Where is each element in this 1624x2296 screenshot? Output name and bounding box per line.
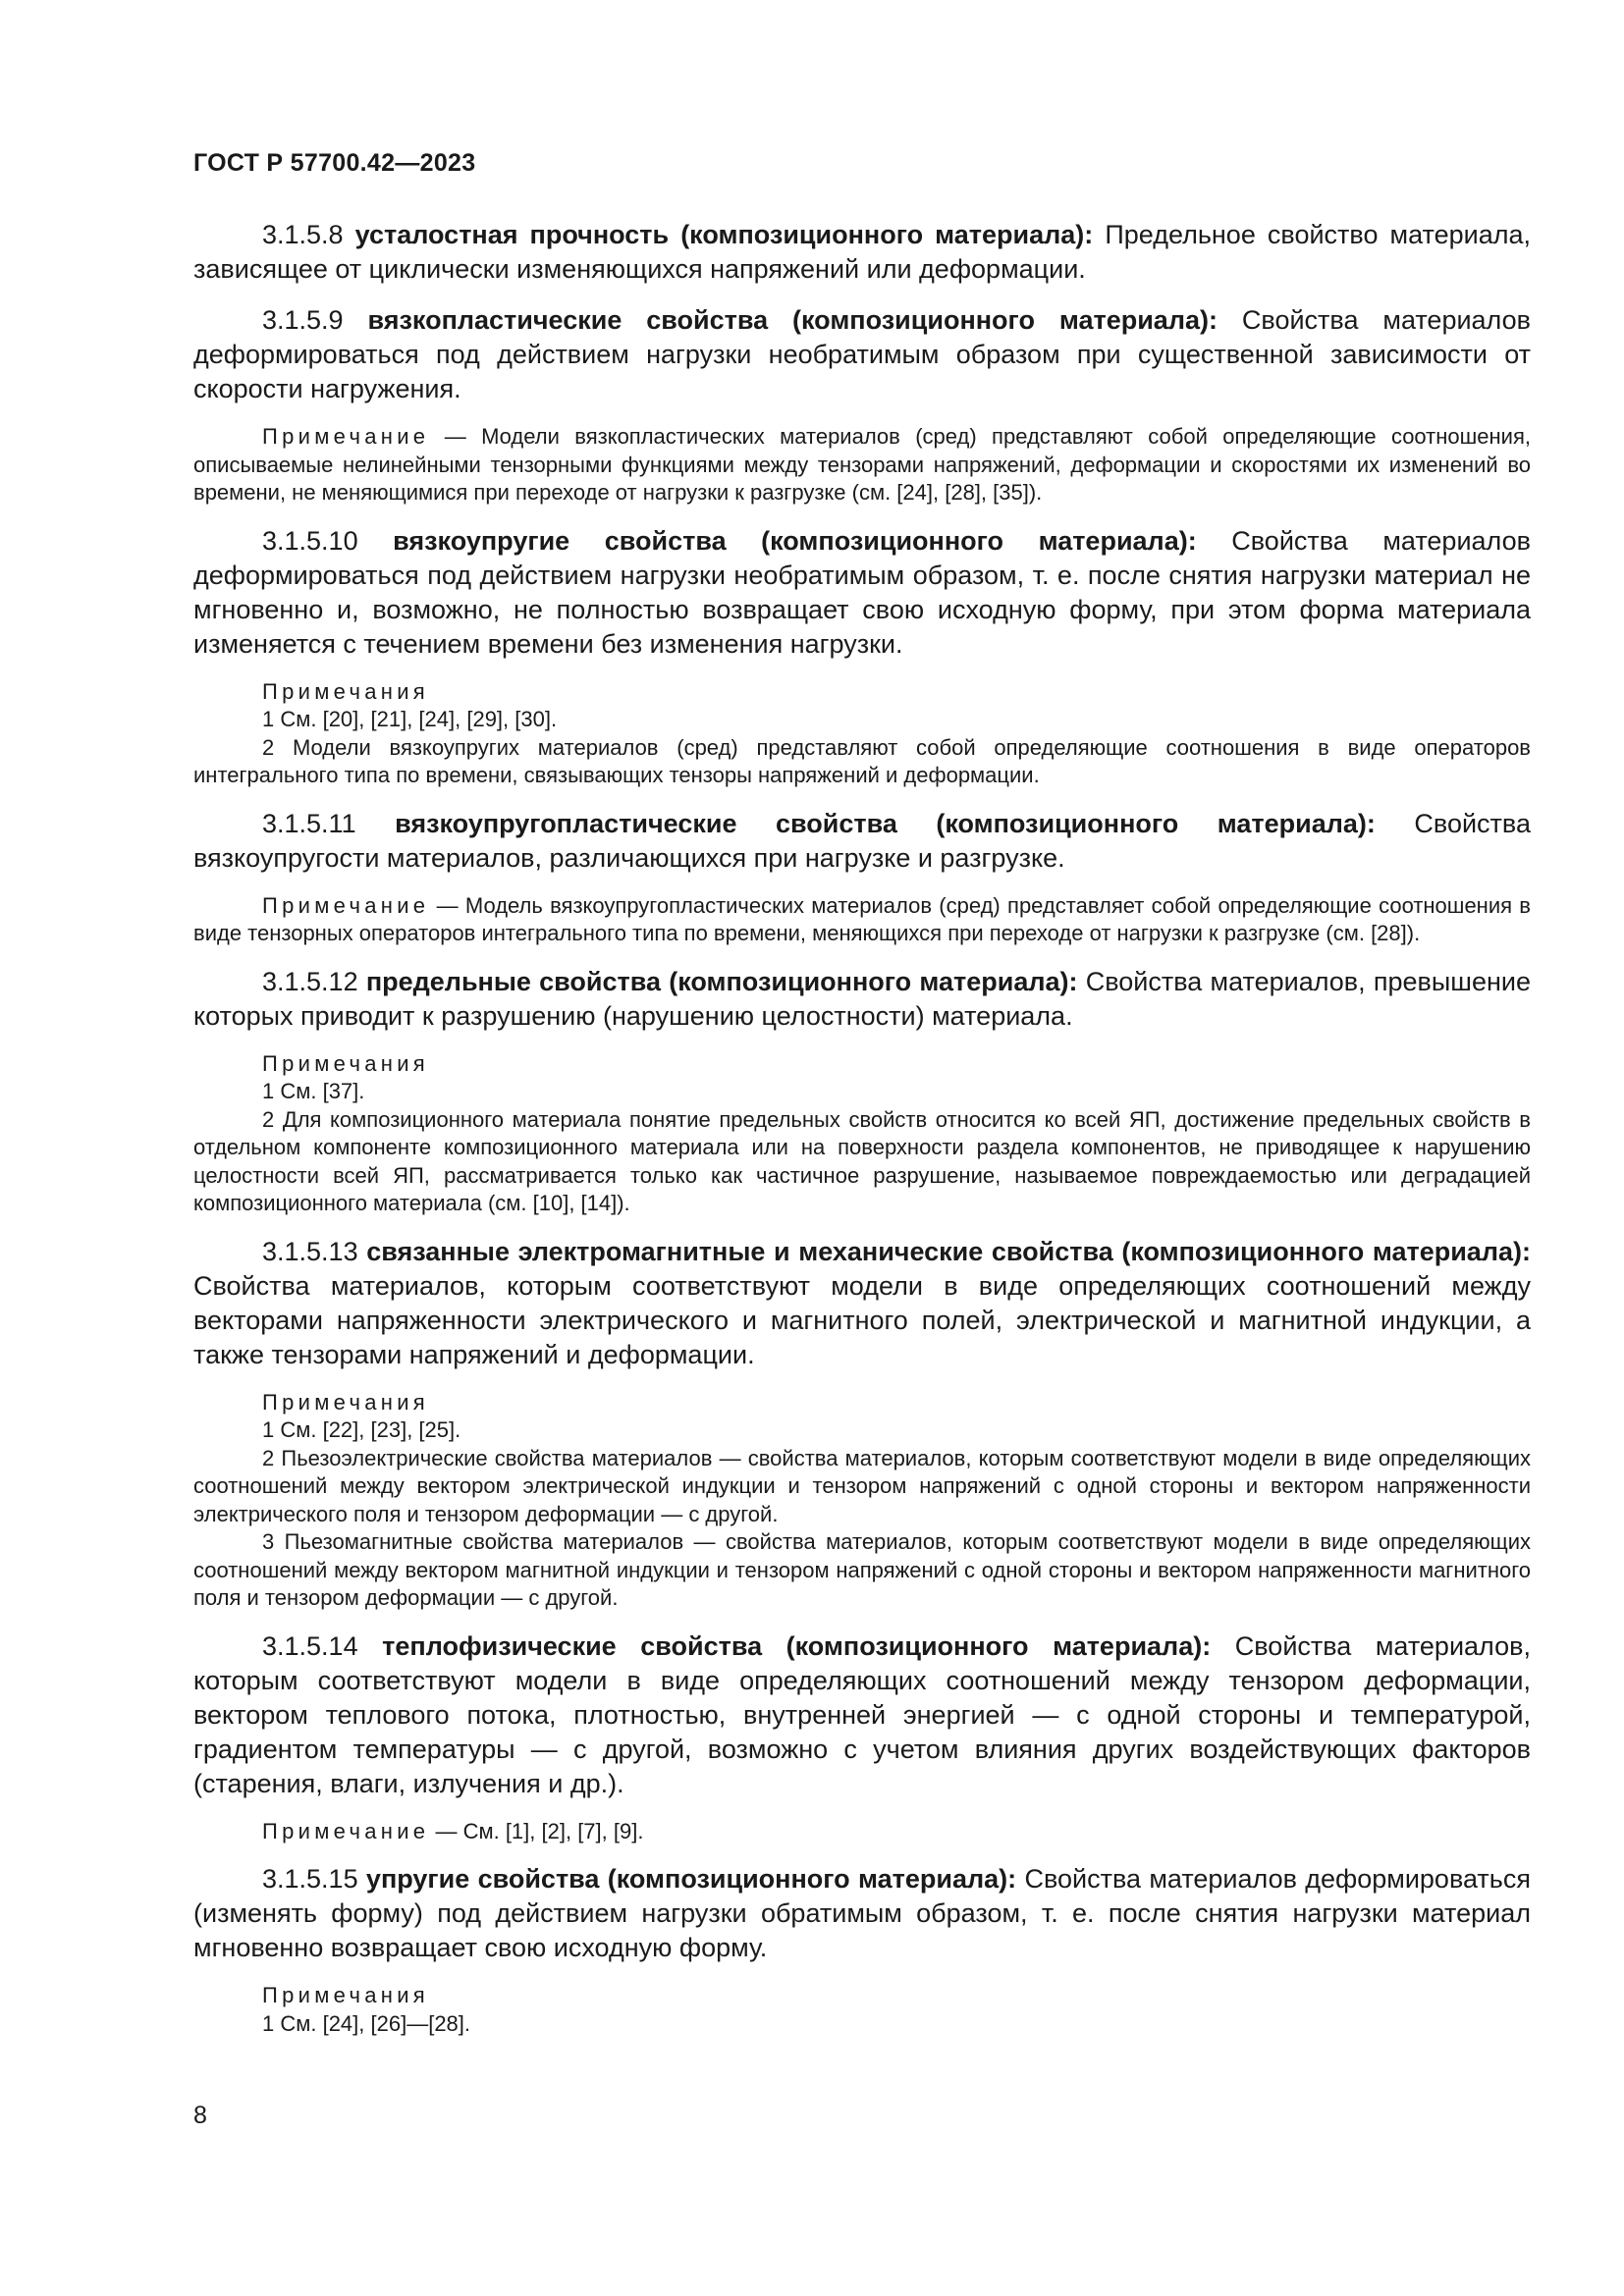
term-definition: Свойства материалов деформироваться под действием нагрузки необратимым образом, т. е. после снятия нагрузки материал не мгновенно и, возможно, не полностью возвращает свою исходную форму, при этом форма материала изменяется с течением времени без изменения нагрузки. (193, 525, 1531, 659)
term-title: теплофизические свойства (композиционного материала): (382, 1630, 1212, 1661)
notes-label: Примечания (262, 1983, 430, 2007)
term-3-1-5-13 (193, 1235, 1531, 1372)
term-definition: Свойства вязкоупругости материалов, различающихся при нагрузке и разгрузке. (193, 808, 1531, 873)
note-text: — Модель вязкоупругопластических материалов (сред) представляет собой определяющие соотношения в виде тензорных операторов интегрального типа по времени, меняющихся при переходе от нагрузки к разгрузке (см. [28]). (193, 892, 1531, 945)
term-title: вязкоупругие свойства (композиционного материала): (393, 525, 1197, 556)
term-definition: Свойства материалов деформироваться (изменять форму) под действием нагрузки обратимым образом, т. е. после снятия нагрузки материал мгновенно возвращает свою исходную форму. (193, 1864, 1531, 1962)
term-title: упругие свойства (композиционного материала): (365, 1864, 1017, 1894)
note-item: 1 См. [22], [23], [25]. (262, 1417, 461, 1442)
term-3-1-5-12 (193, 965, 1531, 1034)
note-text: — См. [1], [2], [7], [9]. (435, 1818, 644, 1843)
term-3-1-5-14 (193, 1629, 1531, 1801)
term-number: 3.1.5.13 (262, 1236, 358, 1266)
document-body (193, 218, 1531, 2055)
term-definition: Свойства материалов, которым соответствуют модели в виде определяющих соотношений между векторами напряженности электрического и магнитного полей, электрической и магнитной индукции, а также тензорами напряжений и деформации. (193, 1270, 1531, 1369)
term-title: связанные электромагнитные и механические свойства (композиционного материала): (366, 1236, 1531, 1266)
note-item: 1 См. [20], [21], [24], [29], [30]. (262, 707, 558, 731)
note-3-1-5-11 (193, 892, 1531, 948)
term-definition: Свойства материалов, которым соответствуют модели в виде определяющих соотношений между тензором деформации, вектором теплового потока, плотностью, внутренней энергией — с одной стороны и температурой, градиентом температуры — с другой, возможно с учетом влияния других воздействующих факторов (старения, влаги, излучения и др.). (193, 1630, 1531, 1798)
term-number: 3.1.5.11 (262, 808, 356, 838)
note-item: 2 Модели вязкоупругих материалов (сред) представляют собой определяющие соотношения в виде операторов интегрального типа по времени, связывающих тензоры напряжений и деформации. (193, 734, 1531, 787)
term-3-1-5-8 (193, 218, 1531, 287)
term-3-1-5-9 (193, 303, 1531, 406)
note-item: 2 Пьезоэлектрические свойства материалов — свойства материалов, которым соответствуют модели в виде определяющих соотношений между вектором электрической индукции и тензором напряжений с одной стороны и вектором напряженности электрического поля и тензором деформации — с другой. (193, 1445, 1531, 1526)
note-item: 2 Для композиционного материала понятие предельных свойств относится ко всей ЯП, достижение предельных свойств в отдельном компоненте композиционного материала или на поверхности раздела компонентов, не приводящее к нарушению целостности всей ЯП, рассматривается только как частичное разрушение, называемое повреждаемостью или деградацией композиционного материала (см. [10], [14]). (193, 1106, 1531, 1215)
term-definition: Свойства материалов, превышение которых приводит к разрушению (нарушению целостности) материала. (193, 966, 1531, 1031)
term-definition: Свойства материалов деформироваться под действием нагрузки необратимым образом при существенной зависимости от скорости нагружения. (193, 305, 1531, 403)
note-item: 1 См. [24], [26]—[28]. (262, 2010, 471, 2036)
note-label: Примечание (262, 1818, 430, 1843)
notes-label: Примечания (262, 1050, 430, 1076)
term-number: 3.1.5.9 (262, 305, 344, 335)
term-3-1-5-15 (193, 1862, 1531, 1965)
notes-3-1-5-12 (193, 1050, 1531, 1218)
term-number: 3.1.5.14 (262, 1630, 358, 1661)
note-3-1-5-9 (193, 423, 1531, 507)
notes-3-1-5-15 (193, 1982, 1531, 2038)
note-3-1-5-14 (193, 1818, 1531, 1846)
notes-label: Примечания (262, 1389, 430, 1415)
note-item: 3 Пьезомагнитные свойства материалов — свойства материалов, которым соответствуют модели в виде определяющих соотношений между вектором магнитной индукции и тензором напряжений с одной стороны и вектором напряженности магнитного поля и тензором деформации — с другой. (193, 1529, 1531, 1610)
notes-3-1-5-10 (193, 678, 1531, 790)
note-label: Примечание (262, 892, 430, 918)
note-item: 1 См. [37]. (262, 1079, 365, 1103)
term-title: предельные свойства (композиционного материала): (365, 966, 1078, 996)
page-number: 8 (193, 2102, 207, 2129)
term-title: усталостная прочность (композиционного материала): (354, 220, 1094, 249)
term-3-1-5-11 (193, 807, 1531, 876)
term-number: 3.1.5.15 (262, 1864, 358, 1894)
term-title: вязкоупругопластические свойства (композиционного материала): (395, 808, 1376, 838)
note-text: — Модели вязкопластических материалов (сред) представляют собой определяющие соотношения, описываемые нелинейными тензорными функциями между тензорами напряжений, деформации и скоростями их изменений во времени, не меняющимися при переходе от нагрузки к разгрузке (см. [24], [28], [35]). (193, 424, 1531, 505)
term-number: 3.1.5.12 (262, 966, 358, 996)
document-code-header: ГОСТ Р 57700.42—2023 (193, 149, 476, 177)
term-number: 3.1.5.8 (262, 220, 344, 249)
term-number: 3.1.5.10 (262, 525, 358, 556)
term-3-1-5-10 (193, 524, 1531, 662)
notes-3-1-5-13 (193, 1389, 1531, 1613)
term-title: вязкопластические свойства (композиционного материала): (367, 305, 1218, 335)
note-label: Примечание (262, 424, 430, 449)
notes-label: Примечания (262, 678, 430, 704)
term-definition: Предельное свойство материала, зависящее от циклически изменяющихся напряжений или деформации. (193, 220, 1531, 284)
